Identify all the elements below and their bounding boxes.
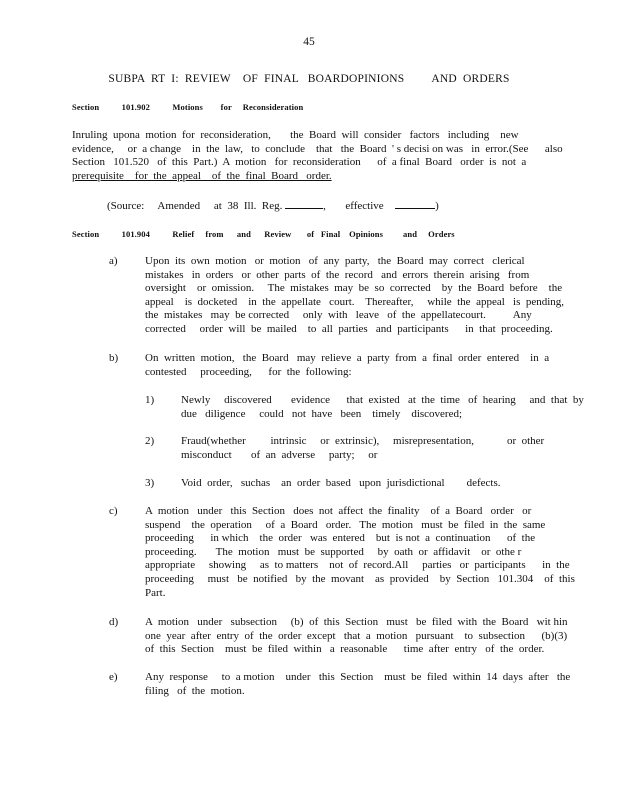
blank-line [395, 199, 435, 209]
page-number: 45 [303, 36, 315, 48]
item-line: mistakes in orders or other parts of the record and errors therein arising from [145, 268, 530, 281]
body-line: Inruling upona motion for reconsideration, the Board will consider factors including new [72, 129, 519, 141]
subitem-line: misconduct of an adverse party; or [181, 448, 378, 461]
subitem-2-label: 2) [145, 435, 155, 447]
body-line: evidence, or a change in the law, to conclude that the Board ' s decisi on was in error.(See also [72, 142, 563, 155]
item-line: corrected order will be mailed to all parties and participants in that proceeding. [145, 322, 553, 335]
source-prefix: (Source: Amended at 38 Ill. Reg. [107, 200, 283, 212]
subitem-line: due diligence could not have been timely discovered; [181, 407, 463, 420]
subitem-3-label: 3) [145, 477, 155, 489]
item-line: proceeding in which the order was entered but is not a continuation of the [145, 532, 536, 545]
body-line-underlined: prerequisite for the appeal of the final Board order. [72, 169, 332, 182]
source-close: ) [435, 200, 439, 212]
item-line: of this Section must be filed within a reasonable time after entry of the order. [145, 643, 545, 656]
item-line: appeal is docketed in the appellate court. Thereafter, while the appeal is pending, [145, 295, 565, 308]
section-904-heading [72, 229, 455, 239]
item-line: oversight or omission. The mistakes may be so corrected by the Board before the [145, 282, 563, 295]
section-number: 101.902 [121, 102, 150, 112]
source-note: (Source: Amended at 38 Ill. Reg. , effective ) [107, 200, 439, 212]
item-e-text [145, 671, 571, 698]
item-b-text [145, 352, 550, 379]
item-line: Upon its own motion or motion of any party, the Board may correct clerical [145, 255, 525, 267]
item-c-label: c) [109, 505, 118, 517]
item-b-label: b) [109, 352, 119, 364]
item-line: the mistakes may be corrected only with leave of the appellatecourt. Any [145, 309, 532, 322]
subitem-3-text [181, 477, 537, 491]
blank-line [285, 199, 323, 209]
item-a-text [145, 255, 565, 337]
section-title: Relief from and Review of Final Opinions and Orders [172, 229, 455, 239]
section-label: Section [72, 102, 100, 112]
source-effective: effective [345, 200, 384, 212]
subitem-1-text [181, 394, 584, 421]
item-a-label: a) [109, 255, 118, 267]
item-line: proceeding. The motion must be supported by oath or affidavit or othe r [145, 545, 522, 558]
subitem-line: Fraud(whether intrinsic or extrinsic), misrepresentation, or other [181, 435, 545, 447]
subitem-2-text [181, 435, 545, 462]
body-line: Section 101.520 of this Part.) A motion for reconsideration of a final Board order is not a [72, 156, 527, 169]
item-c-text [145, 505, 575, 600]
section-902-heading [72, 102, 303, 112]
item-d-label: d) [109, 616, 119, 628]
section-title: Motions for Reconsideration [172, 102, 304, 112]
item-line: filing of the motion. [145, 684, 245, 697]
item-line: proceeding must be notified by the movant as provided by Section 101.304 of this [145, 572, 575, 585]
item-line: A motion under subsection (b) of this Section must be filed with the Board wit hin [145, 616, 568, 628]
item-line: Part. [145, 586, 166, 599]
subpart-title: SUBPA RT I: REVIEW OF FINAL BOARDOPINIONS AND ORDERS [108, 73, 510, 85]
item-line: one year after entry of the order except that a motion pursuant to subsection (b)(3) [145, 629, 568, 642]
section-number: 101.904 [121, 229, 150, 239]
item-d-text [145, 616, 568, 657]
item-line: suspend the operation of a Board order. The motion must be filed in the same [145, 518, 546, 531]
item-line: A motion under this Section does not affect the finality of a Board order or [145, 505, 532, 517]
item-line: appropriate showing as to matters not of record.All parties or participants in the [145, 559, 570, 572]
item-e-label: e) [109, 671, 118, 683]
item-line: On written motion, the Board may relieve a party from a final order entered in a [145, 352, 550, 364]
item-line: Any response to a motion under this Section must be filed within 14 days after the [145, 671, 571, 683]
section-label: Section [72, 229, 100, 239]
item-line: contested proceeding, for the following: [145, 365, 352, 378]
subitem-1-label: 1) [145, 394, 155, 406]
section-902-body [72, 129, 563, 183]
subitem-line: Void order, suchas an order based upon jurisdictional defects. [181, 477, 501, 489]
subitem-line: Newly discovered evidence that existed at the time of hearing and that by [181, 394, 584, 406]
